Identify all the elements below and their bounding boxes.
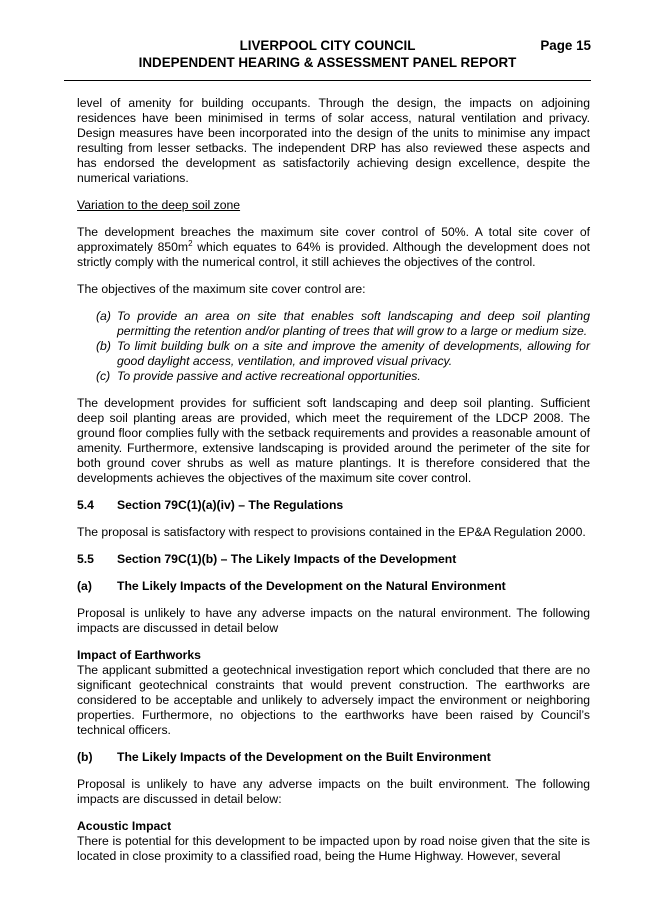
section-title: Section 79C(1)(b) – The Likely Impacts of the Development [117, 552, 457, 566]
built-environment-paragraph: Proposal is unlikely to have any adverse impacts on the built environment. The following impacts are discussed in detail below: [77, 777, 590, 806]
site-cover-text-a: The development breaches the maximum site cover control of 50%. A total site cover of approximately 850m [77, 225, 590, 254]
earthworks-heading: Impact of Earthworks [77, 648, 201, 662]
subsection-b-heading [77, 750, 590, 765]
header-divider [64, 80, 591, 81]
objective-marker: (a) [96, 309, 111, 323]
section-5-5-heading [77, 552, 590, 567]
site-cover-paragraph [77, 225, 590, 270]
section-number: 5.4 [77, 498, 94, 512]
landscaping-paragraph: The development provides for sufficient soft landscaping and deep soil planting. Sufficient deep soil planting areas are provided, which meet the requirement of the LDCP 2008. The ground floor complies fully with the setback requirements and provides a reasonable amount of amenity. Furthermore, extensive landscaping is provided around the perimeter of the site for both ground cover shrubs as well as mature plantings. It is therefore considered that the developments achieves the objectives of the maximum site cover control. [77, 396, 590, 485]
acoustic-heading: Acoustic Impact [77, 819, 172, 833]
report-title: INDEPENDENT HEARING & ASSESSMENT PANEL REPORT [138, 55, 517, 70]
site-cover-superscript: 2 [188, 238, 193, 248]
subsection-a-heading [77, 579, 590, 594]
page-header [64, 37, 591, 71]
objective-text: To limit building bulk on a site and improve the amenity of developments, allowing for good daylight access, ventilation, and improved visual privacy. [117, 339, 590, 368]
list-item [96, 339, 590, 369]
objective-marker: (b) [96, 339, 111, 353]
objective-text: To provide passive and active recreational opportunities. [117, 369, 421, 383]
section-title: Section 79C(1)(a)(iv) – The Regulations [117, 498, 344, 512]
council-name: LIVERPOOL CITY COUNCIL [239, 38, 416, 53]
objective-marker: (c) [96, 369, 111, 383]
acoustic-paragraph: There is potential for this development to be impacted upon by road noise given that the site is located in close proximity to a classified road, being the Hume Highway. However, several [77, 834, 590, 863]
subsection-marker: (b) [77, 750, 93, 764]
section-5-4-heading [77, 498, 590, 513]
objective-text: To provide an area on site that enables soft landscaping and deep soil planting permitting the retention and/or planting of trees that will grow to a large or medium size. [117, 309, 590, 338]
report-body [77, 96, 590, 864]
objectives-list [77, 309, 590, 384]
subsection-marker: (a) [77, 579, 92, 593]
section-number: 5.5 [77, 552, 94, 566]
list-item [96, 309, 590, 339]
subsection-title: The Likely Impacts of the Development on the Built Environment [117, 750, 491, 764]
subsection-title: The Likely Impacts of the Development on the Natural Environment [117, 579, 506, 593]
list-item [96, 369, 590, 384]
header-line-1 [64, 37, 591, 54]
site-cover-text-b: which equates to 64% is provided. Although the development does not strictly comply with the numerical control, it still achieves the objectives of the control. [77, 240, 590, 269]
objectives-intro: The objectives of the maximum site cover control are: [77, 282, 366, 296]
deep-soil-heading: Variation to the deep soil zone [77, 198, 241, 212]
earthworks-paragraph: The applicant submitted a geotechnical investigation report which concluded that there are no significant geotechnical constraints that would prevent construction. The earthworks are considered to be acceptable and unlikely to adversely impact the environment or neighboring properties. Furthermore, no objections to the earthworks have been raised by Council’s technical officers. [77, 663, 590, 737]
regulations-paragraph: The proposal is satisfactory with respect to provisions contained in the EP&A Regulation 2000. [77, 525, 586, 539]
page-number: Page 15 [540, 38, 591, 53]
intro-paragraph: level of amenity for building occupants. Through the design, the impacts on adjoining residences have been minimised in terms of solar access, natural ventilation and privacy. Design measures have been incorporated into the design of the units to minimise any impact resulting from lesser setbacks. The independent DRP has also reviewed these aspects and has endorsed the development as satisfactorily achieving design excellence, despite the numerical variations. [77, 96, 590, 185]
natural-environment-paragraph: Proposal is unlikely to have any adverse impacts on the natural environment. The following impacts are discussed in detail below [77, 606, 590, 635]
